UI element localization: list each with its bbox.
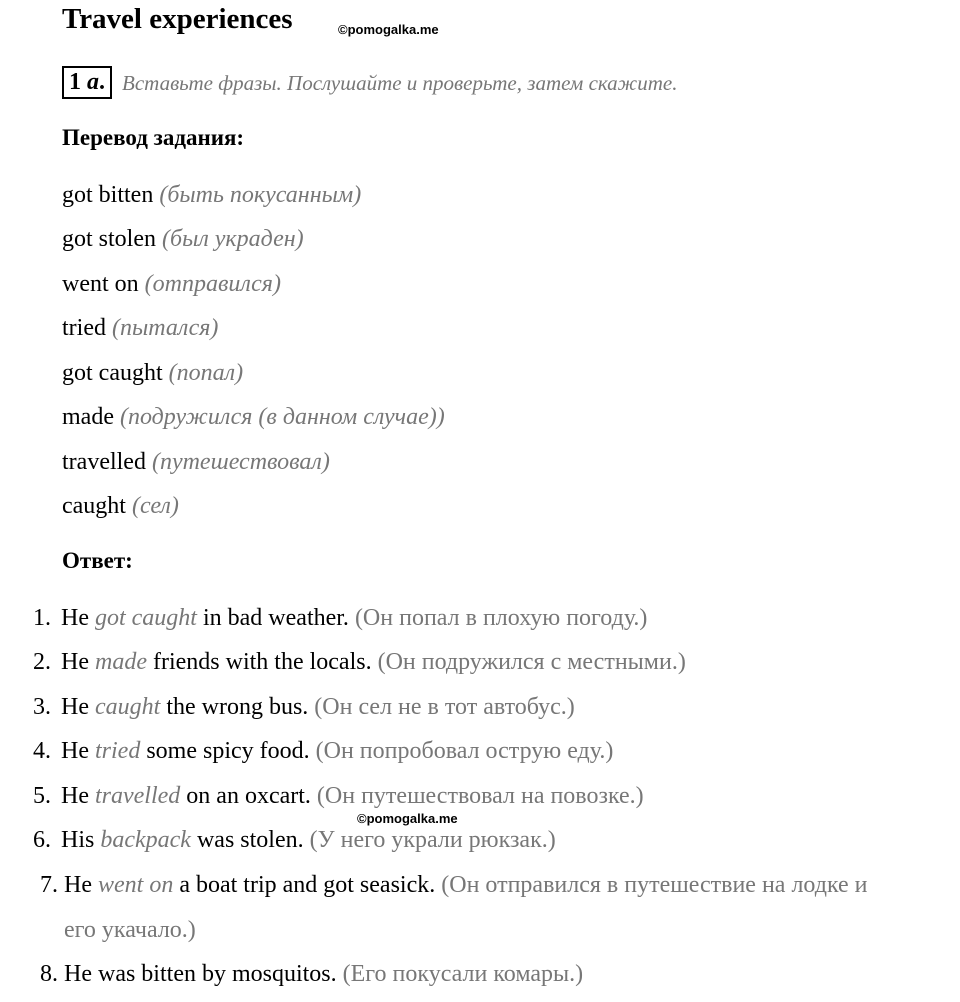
answer-phrase: backpack — [100, 827, 191, 853]
answer-translation: (Он попал в плохую погоду.) — [354, 605, 648, 631]
answer-phrase: went on — [97, 872, 174, 898]
phrase-en: caught — [62, 493, 126, 519]
answer-text: He — [64, 872, 92, 898]
answer-item — [25, 781, 644, 811]
answer-number: 3. — [33, 694, 51, 720]
answer-translation: (Его покусали комары.) — [342, 961, 584, 987]
answer-text: He — [61, 605, 89, 631]
answer-item — [25, 692, 575, 722]
answer-translation: (Он отправился в путешествие на лодке и — [441, 872, 868, 898]
phrase-ru: (подружился (в данном случае)) — [119, 404, 445, 430]
phrase-en: travelled — [62, 449, 146, 475]
answer-translation: (Он сел не в тот автобус.) — [314, 694, 575, 720]
answer-text: was stolen. — [196, 827, 304, 853]
answer-item — [32, 959, 583, 989]
answer-text: the wrong bus. — [166, 694, 309, 720]
answer-translation: (Он подружился с местными.) — [377, 649, 686, 675]
answer-number: 6. — [33, 827, 51, 853]
answer-phrase: made — [94, 649, 147, 675]
phrase-ru: (был украден) — [162, 226, 304, 252]
answer-item — [25, 736, 613, 766]
answer-item — [25, 647, 686, 677]
phrase-en: got stolen — [62, 226, 156, 252]
phrase-ru: (быть покусанным) — [159, 182, 362, 208]
answer-number: 5. — [33, 783, 51, 809]
phrase-ru: (попал) — [168, 360, 244, 386]
answer-heading: Ответ: — [62, 548, 133, 573]
task-instruction: Вставьте фразы. Послушайте и проверьте, затем скажите. — [122, 71, 678, 95]
phrase-en: got caught — [62, 360, 163, 386]
phrase-item — [62, 447, 330, 477]
answer-item — [25, 825, 556, 855]
phrase-item — [62, 313, 218, 343]
answer-number: 8. — [40, 961, 58, 987]
answer-text: on an oxcart. — [186, 783, 311, 809]
phrase-en: went on — [62, 271, 139, 297]
answer-text: friends with the locals. — [152, 649, 372, 675]
phrase-ru: (сел) — [131, 493, 179, 519]
phrase-item — [62, 402, 445, 432]
answer-item — [25, 603, 647, 633]
phrase-en: got bitten — [62, 182, 154, 208]
task-letter: a — [87, 69, 99, 95]
task-number-box: 1 a. — [62, 66, 112, 99]
answer-number: 1. — [33, 605, 51, 631]
phrase-ru: (путешествовал) — [151, 449, 330, 475]
answer-translation: (Он путешествовал на повозке.) — [316, 783, 644, 809]
phrase-item — [62, 358, 243, 388]
answer-text: He was bitten by mosquitos. — [64, 961, 337, 987]
answer-phrase: caught — [94, 694, 161, 720]
phrase-ru: (отправился) — [144, 271, 281, 297]
answer-phrase: travelled — [94, 783, 181, 809]
answer-text: some spicy food. — [146, 738, 310, 764]
answer-text: a boat trip and got seasick. — [179, 872, 436, 898]
phrase-en: made — [62, 404, 114, 430]
answer-number: 4. — [33, 738, 51, 764]
answer-translation: (У него украли рюкзак.) — [309, 827, 556, 853]
answer-text: He — [61, 649, 89, 675]
watermark: ©pomogalka.me — [338, 22, 439, 37]
answer-number: 7. — [40, 872, 58, 898]
phrase-en: tried — [62, 315, 106, 341]
phrase-item — [62, 269, 281, 299]
answer-phrase: got caught — [94, 605, 197, 631]
answer-text: He — [61, 694, 89, 720]
answer-text: in bad weather. — [202, 605, 349, 631]
answer-translation: (Он попробовал острую еду.) — [315, 738, 614, 764]
phrase-item — [62, 491, 179, 521]
answer-text: His — [61, 827, 95, 853]
phrase-item — [62, 180, 361, 210]
answer-translation-continued: его укачало.) — [64, 917, 196, 943]
watermark: ©pomogalka.me — [357, 811, 458, 826]
answer-item — [32, 870, 868, 900]
phrase-item — [62, 224, 304, 254]
phrase-ru: (пытался) — [111, 315, 219, 341]
answer-number: 2. — [33, 649, 51, 675]
answer-text: He — [61, 783, 89, 809]
answer-phrase: tried — [94, 738, 141, 764]
translation-heading: Перевод задания: — [62, 125, 245, 150]
page-title: Travel experiences — [62, 3, 293, 35]
answer-text: He — [61, 738, 89, 764]
task-number: 1 — [69, 69, 81, 95]
